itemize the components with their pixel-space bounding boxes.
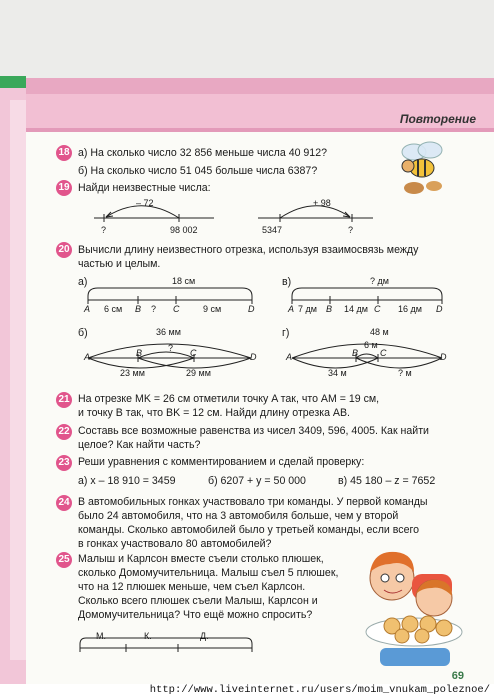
task-20g-point-a: A [286, 352, 293, 362]
task-number-23: 23 [56, 455, 72, 471]
task-20a-point-b: B [135, 304, 142, 314]
task-20b-part-2: 29 мм [186, 368, 211, 378]
task-18-a: а) На сколько число 32 856 меньше числа 40 912? [78, 147, 327, 159]
task-20a-point-d: D [248, 304, 255, 314]
task-20-line2: частью и целым. [78, 258, 161, 270]
task-20b-point-b: B [136, 348, 143, 358]
task-20a-point-a: A [84, 304, 91, 314]
task-20a-total: 18 см [172, 276, 196, 286]
task-21-line2: и точку B так, что BK = 12 см. Найди длину отрезка AB. [78, 407, 350, 419]
task-20b-point-a: A [84, 352, 91, 362]
task-20v-point-b: B [326, 304, 333, 314]
task-number-25: 25 [56, 552, 72, 568]
task-20b-total: 36 мм [156, 327, 181, 337]
task-25-line5: Домомучительница? Что ещё можно спросить? [78, 609, 313, 621]
task-20a-part-2: ? [151, 304, 157, 314]
task-number-22: 22 [56, 424, 72, 440]
task-20g-mid: 6 м [364, 340, 378, 350]
green-strip [0, 76, 26, 88]
task-number-18: 18 [56, 145, 72, 161]
task-20a-tag: а) [78, 276, 88, 288]
task-20b-part-1: 23 мм [120, 368, 145, 378]
task-20v-part-1: 7 дм [298, 304, 317, 314]
task-20v-total: ? дм [370, 276, 389, 286]
task-24-line2: было 24 автомобиля, что на 3 автомобиля больше, чем у второй [78, 510, 399, 522]
task-20g-point-b: B [352, 348, 359, 358]
task-20g-part-2: ? м [398, 368, 412, 378]
task-20g-total: 48 м [370, 327, 389, 337]
task-19-d1-left: ? [101, 225, 107, 235]
task-19-d2-right: ? [348, 225, 354, 235]
page-number: 69 [451, 670, 464, 682]
top-band [0, 0, 494, 86]
task-20v-part-3: 16 дм [398, 304, 422, 314]
task-19-d2-left: 5347 [262, 225, 283, 235]
task-25-label-d: Д. [200, 631, 209, 641]
header-band-edge [26, 128, 494, 132]
task-20g-part-1: 34 м [328, 368, 347, 378]
task-number-20: 20 [56, 242, 72, 258]
task-number-21: 21 [56, 392, 72, 408]
task-24-line3: команды. Сколько автомобилей было у третьей команды, если всего [78, 524, 419, 536]
task-25-line3: что на 12 плюшек меньше, чем съел Карлсон. [78, 581, 306, 593]
task-19-d2-arc: + 98 [313, 198, 331, 208]
task-25-line4: Сколько всего плюшек съели Малыш, Карлсон и [78, 595, 318, 607]
task-25-label-k: К. [144, 631, 152, 641]
task-23-eq-a: а) x – 18 910 = 3459 [78, 475, 176, 487]
pink-bar [26, 78, 494, 94]
task-19-d1-right: 98 002 [170, 225, 198, 235]
task-20-line1: Вычисли длину неизвестного отрезка, используя взаимосвязь между [78, 244, 419, 256]
task-20a-point-c: C [173, 304, 180, 314]
task-number-24: 24 [56, 495, 72, 511]
task-20b-point-c: C [190, 348, 197, 358]
task-22-line2: целое? Как найти часть? [78, 439, 201, 451]
section-title: Повторение [399, 112, 476, 126]
task-19-text: Найди неизвестные числа: [78, 182, 211, 194]
task-19-diagram-1 [94, 198, 234, 232]
task-20g-diagram [290, 336, 450, 376]
task-20b-point-d: D [250, 352, 257, 362]
task-25-line2: сколько Домомучительница. Малыш съел 5 плюшек, [78, 567, 339, 579]
task-18-b: б) На сколько число 51 045 больше числа 6387? [78, 165, 318, 177]
task-23-eq-c: в) 45 180 – z = 7652 [338, 475, 436, 487]
left-margin-inner [10, 100, 26, 660]
task-23-eq-b: б) 6207 + y = 50 000 [208, 475, 306, 487]
task-20a-part-1: 6 см [104, 304, 123, 314]
task-20g-point-d: D [440, 352, 447, 362]
task-number-19: 19 [56, 180, 72, 196]
task-24-line4: в гонках участвовало 80 автомобилей? [78, 538, 272, 550]
task-25-label-m: М. [96, 631, 106, 641]
task-21-line1: На отрезке MK = 26 см отметили точку A так, что AM = 19 см, [78, 393, 380, 405]
task-20g-tag: г) [282, 327, 290, 339]
children-with-buns-illustration [352, 540, 476, 672]
task-20v-point-c: C [374, 304, 381, 314]
task-20a-part-3: 9 см [203, 304, 222, 314]
bee-illustration [392, 136, 450, 198]
task-23-text: Реши уравнения с комментированием и сделай проверку: [78, 456, 365, 468]
task-20v-part-2: 14 дм [344, 304, 368, 314]
task-20b-mid: ? [168, 343, 174, 353]
task-20v-point-d: D [436, 304, 443, 314]
task-20v-point-a: A [288, 304, 295, 314]
task-20g-point-c: C [380, 348, 387, 358]
task-19-d1-arc: – 72 [136, 198, 154, 208]
task-20b-diagram [86, 336, 258, 376]
source-url[interactable]: http://www.liveinternet.ru/users/moim_vnukam_poleznoe/ [149, 684, 490, 696]
task-24-line1: В автомобильных гонках участвовало три команды. У первой команды [78, 496, 428, 508]
task-22-line1: Составь все возможные равенства из чисел 3409, 596, 4005. Как найти [78, 425, 429, 437]
task-25-line1: Малыш и Карлсон вместе съели столько плюшек, [78, 553, 324, 565]
task-20v-tag: в) [282, 276, 292, 288]
task-20b-tag: б) [78, 327, 88, 339]
